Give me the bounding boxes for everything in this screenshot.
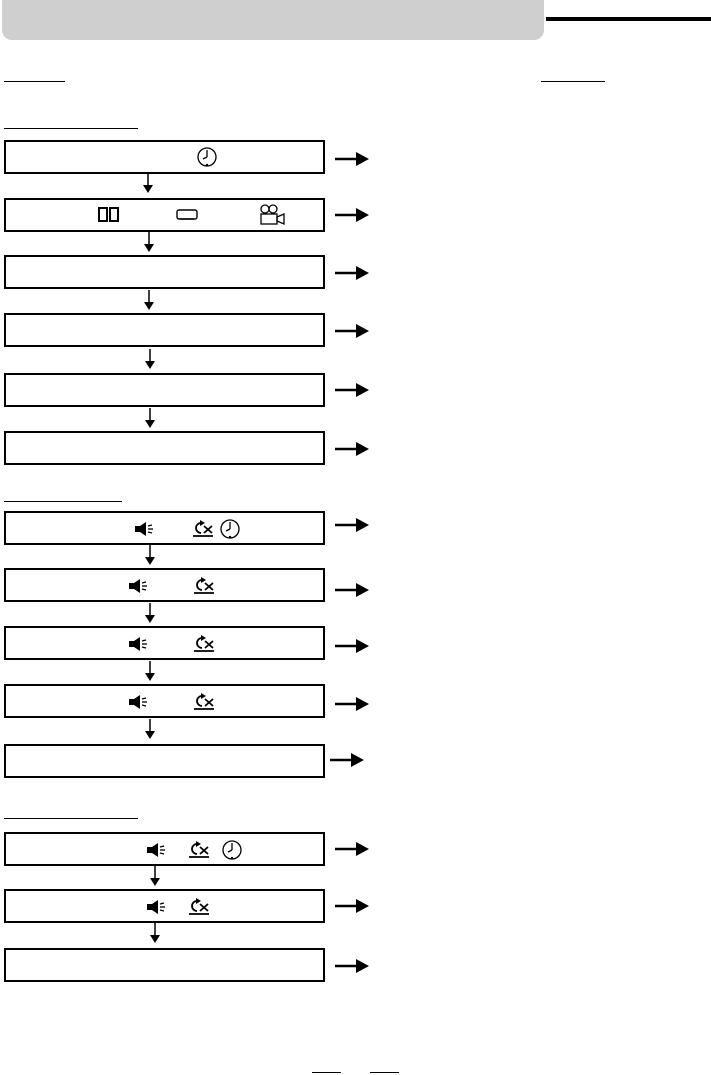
repeat-cancel-icon <box>193 634 215 652</box>
flow-box <box>4 313 325 347</box>
speaker-icon <box>128 578 148 594</box>
section-1-heading-underline <box>4 128 138 129</box>
footer-underline-right <box>370 1072 399 1073</box>
flow-box <box>4 684 325 718</box>
repeat-cancel-icon <box>188 840 210 858</box>
down-arrow <box>150 923 160 943</box>
flow-box <box>4 948 325 982</box>
down-arrow <box>150 866 160 886</box>
down-arrow <box>144 290 154 310</box>
repeat-cancel-icon <box>192 519 214 537</box>
left-column-heading-underline <box>4 81 65 82</box>
flow-box <box>4 626 325 660</box>
down-arrow <box>145 545 155 565</box>
flow-box <box>4 568 325 602</box>
right-arrow <box>335 583 369 597</box>
speaker-icon <box>128 636 148 652</box>
repeat-cancel-icon <box>193 692 215 710</box>
right-arrow <box>335 266 369 280</box>
down-arrow <box>145 661 155 681</box>
flow-box <box>4 140 325 174</box>
clock-icon <box>195 146 219 168</box>
down-arrow <box>145 349 155 369</box>
dual-panel-icon <box>98 206 120 224</box>
right-arrow <box>330 753 364 767</box>
right-arrow <box>335 383 369 397</box>
flow-box <box>4 373 325 407</box>
down-arrow <box>145 603 155 623</box>
right-arrow <box>335 442 369 456</box>
header-tab <box>2 0 544 40</box>
speaker-icon <box>134 521 154 537</box>
clock-icon <box>220 839 244 861</box>
section-2-heading-underline <box>4 501 122 502</box>
right-arrow <box>335 639 369 653</box>
repeat-cancel-icon <box>193 576 215 594</box>
right-arrow <box>335 152 369 166</box>
camcorder-icon <box>258 204 286 226</box>
speaker-icon <box>128 694 148 710</box>
section-3-heading-underline <box>4 818 138 819</box>
speaker-icon <box>146 842 166 858</box>
right-arrow <box>335 324 369 338</box>
right-arrow <box>335 959 369 973</box>
down-arrow <box>143 173 153 193</box>
down-arrow <box>145 719 155 739</box>
right-arrow <box>335 899 369 913</box>
right-column-heading-underline <box>541 81 605 82</box>
down-arrow <box>145 408 155 428</box>
right-arrow <box>335 518 369 532</box>
right-arrow <box>335 208 369 222</box>
right-arrow <box>335 842 369 856</box>
flow-box <box>4 889 325 923</box>
flow-box <box>4 511 325 545</box>
tape-icon <box>176 208 198 222</box>
flow-box <box>4 198 325 232</box>
header-rule <box>546 17 711 21</box>
flow-box <box>4 744 325 778</box>
flow-box <box>4 832 325 866</box>
flow-box <box>4 255 325 289</box>
repeat-cancel-icon <box>188 897 210 915</box>
right-arrow <box>335 697 369 711</box>
flow-box <box>4 431 325 465</box>
speaker-icon <box>146 899 166 915</box>
clock-icon <box>218 518 242 540</box>
down-arrow <box>144 232 154 252</box>
footer-underline-left <box>312 1072 341 1073</box>
